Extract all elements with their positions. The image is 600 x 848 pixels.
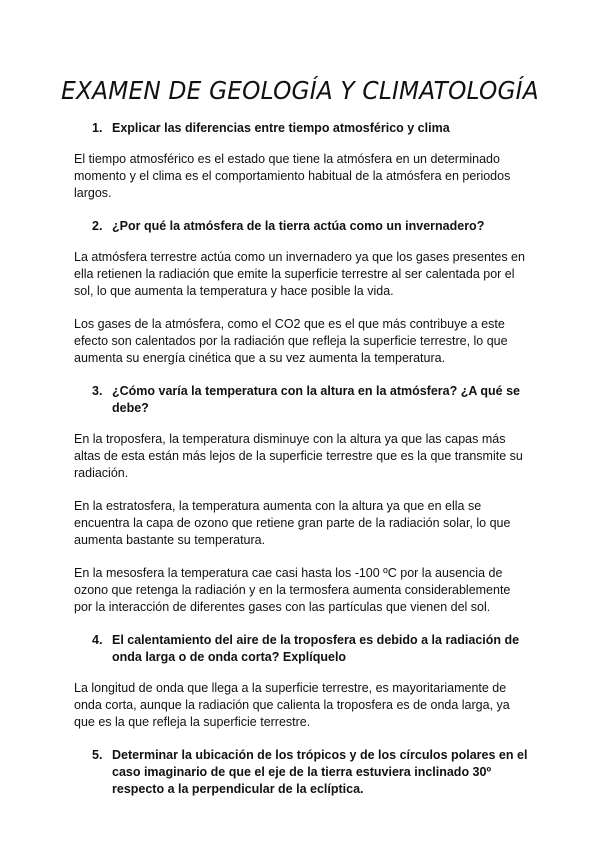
question-text: El calentamiento del aire de la troposfera es debido a la radiación de onda larga o de onda corta? Explíquelo [112,633,520,664]
question-text: Determinar la ubicación de los trópicos y de los círculos polares en el caso imaginario de que el eje de la tierra estuviera inclinado 30º respecto a la perpendicular de la eclíptica. [112,748,528,796]
question-number: 2. [92,219,103,233]
question-text: ¿Cómo varía la temperatura con la altura en la atmósfera? ¿A qué se debe? [112,384,520,415]
exam-title: EXAMEN DE GEOLOGÍA Y CLIMATOLOGÍA [61,76,539,105]
answer-paragraph: En la estratosfera, la temperatura aumenta con la altura ya que en ella se encuentra la capa de ozono que retiene gran parte de la radiación solar, lo que aumenta bastante su temperatura. [74,499,511,547]
question-1 [92,120,528,137]
answer-paragraph: En la mesosfera la temperatura cae casi hasta los -100 ºC por la ausencia de ozono que retenga la radiación y en la termosfera aumenta considerablemente por la interacción de diferentes gases con las partículas que vienen del sol. [74,566,511,614]
answer-paragraph: Los gases de la atmósfera, como el CO2 que es el que más contribuye a este efecto son calentados por la radiación que refleja la superficie terrestre, lo que aumenta su energía cinética que a su vez aumenta la temperatura. [74,317,508,365]
answer-paragraph: En la troposfera, la temperatura disminuye con la altura ya que las capas más altas de esta están más lejos de la superficie terrestre que es la que transmite su radiación. [74,432,523,480]
question-number: 5. [92,748,103,762]
question-4 [92,632,528,666]
answer-paragraph: La atmósfera terrestre actúa como un invernadero ya que los gases presentes en ella retienen la radiación que emite la superficie terrestre al ser calentada por el sol, lo que aumenta la temperatura y hace posible la vida. [74,250,525,298]
answer-paragraph: El tiempo atmosférico es el estado que tiene la atmósfera en un determinado momento y el clima es el comportamiento habitual de la atmósfera en periodos largos. [74,152,511,200]
question-number: 3. [92,384,103,398]
question-3 [92,383,528,417]
answer-paragraph: La longitud de onda que llega a la superficie terrestre, es mayoritariamente de onda corta, aunque la radiación que calienta la troposfera es de onda larga, ya que es la que refleja la superficie terrestre. [74,681,510,729]
question-5 [92,747,528,798]
question-number: 1. [92,121,103,135]
question-text: Explicar las diferencias entre tiempo atmosférico y clima [112,121,450,135]
question-text: ¿Por qué la atmósfera de la tierra actúa como un invernadero? [112,219,485,233]
question-2 [92,218,528,235]
exam-body [74,120,528,812]
question-number: 4. [92,633,103,647]
